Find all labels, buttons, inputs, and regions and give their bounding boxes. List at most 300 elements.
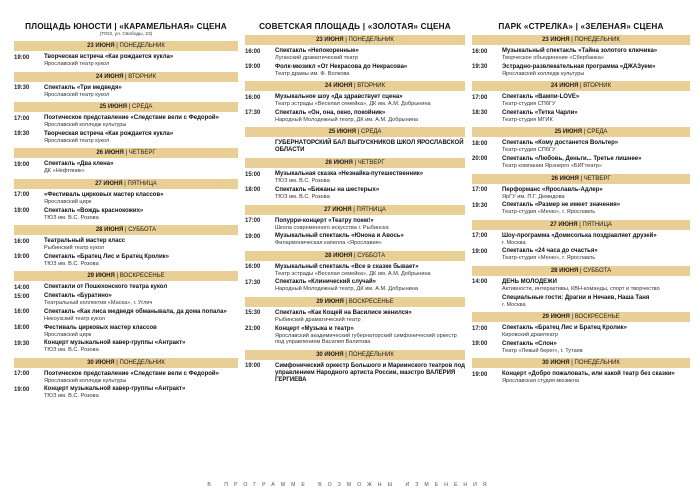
event-item — [14, 371, 238, 385]
event-title: Спектакль «Непокоренные» — [275, 48, 359, 54]
day-block — [14, 271, 238, 353]
event-time: 19:00 — [472, 341, 488, 348]
day-block — [14, 102, 238, 144]
day-date: 23 ИЮНЯ — [542, 37, 570, 43]
day-block — [472, 174, 690, 216]
event-body — [44, 238, 238, 252]
event-title: Поэтическое представление «Следствие вели с Федорой» — [44, 370, 219, 377]
event-body — [275, 233, 465, 247]
event-time: 18:00 — [472, 140, 488, 147]
event-venue: Ярославский цирк — [44, 198, 92, 205]
day-weekday: ВОСКРЕСЕНЬЕ — [119, 273, 165, 280]
day-date: 27 ИЮНЯ — [95, 180, 123, 187]
event-venue: Ярославский академический губернаторский симфонический оркестр под управлением Василия Валитова — [275, 332, 457, 346]
day-block — [472, 81, 690, 123]
event-venue: Филармоническая капелла «Ярославия» — [275, 240, 382, 247]
event-body — [44, 284, 238, 291]
event-time: 17:00 — [14, 115, 30, 122]
day-weekday: ВОСКРЕСЕНЬЕ — [348, 298, 394, 305]
day-header — [14, 72, 238, 82]
day-block — [245, 81, 465, 123]
day-weekday: ПЯТНИЦА — [127, 180, 157, 187]
event-time: 16:00 — [472, 48, 488, 55]
event-title: Спектакль «Бижаны на шестерых» — [275, 186, 380, 193]
day-header — [14, 148, 238, 158]
event-time: 19:30 — [472, 64, 488, 71]
event-item — [245, 218, 465, 232]
event-title: Спектакль «Три медведя» — [44, 84, 122, 91]
event-title: Перформанс «Ярославль-Адлер» — [502, 186, 603, 193]
event-item — [14, 208, 238, 222]
event-title: Спектакль «Братец Лис и Братец Кролик» — [502, 325, 627, 332]
event-title: Специальные гости: Драгни и Нечаев, Наша Таня — [502, 294, 650, 301]
event-body — [502, 48, 690, 62]
event-title: Творческая встреча «Как рождается кукла» — [44, 130, 174, 137]
day-date: 25 ИЮНЯ — [554, 129, 583, 136]
event-title: Музыкальный спектакль «Все в сказке бывает» — [275, 263, 419, 270]
event-body — [275, 64, 465, 78]
event-title: Концерт «Музыка и театр» — [275, 325, 354, 332]
event-venue: Театр-студия «Меню», г. Ярославль — [502, 209, 596, 216]
event-title: Спектакль «Вампи-LOVE» — [502, 94, 580, 101]
event-time: 17:00 — [14, 371, 30, 378]
event-item — [245, 64, 465, 78]
event-title: Спектакли от Пошехонского театра кукол — [44, 284, 168, 291]
event-time: 16:00 — [245, 94, 261, 101]
event-venue: Ярославский колледж культуры — [44, 377, 127, 384]
event-title: Спектакль «Он, она, окно, покойник» — [275, 109, 386, 116]
event-item — [245, 326, 465, 346]
event-title: Музыкальная сказка «Незнайка-путешественник» — [275, 171, 424, 178]
event-item — [472, 140, 690, 154]
event-title: Музыкальное шоу «Да здравствует сцена» — [275, 94, 403, 101]
day-date: 29 ИЮНЯ — [542, 314, 570, 321]
event-time: 19:00 — [245, 363, 261, 370]
day-separator: | — [123, 150, 129, 157]
event-item — [245, 187, 465, 201]
day-weekday: ПОНЕДЕЛЬНИК — [574, 37, 620, 43]
day-date: 23 ИЮНЯ — [87, 43, 115, 49]
event-title: Музыкальный спектакль «Тайна золотого ключика» — [502, 48, 658, 54]
day-separator: | — [569, 360, 575, 367]
event-title: Творческая встреча «Как рождается кукла» — [44, 54, 174, 60]
event-body — [44, 371, 238, 385]
event-time: 18:30 — [472, 110, 488, 117]
event-body — [44, 293, 238, 307]
day-block — [14, 179, 238, 221]
event-time: 19:00 — [472, 371, 488, 378]
event-time: 19:00 — [14, 208, 30, 215]
day-weekday: ПОНЕДЕЛЬНИК — [574, 360, 620, 367]
event-time: 16:00 — [14, 309, 30, 316]
event-venue: Рыбинский театр кукол — [44, 245, 105, 252]
event-title: Спектакль «Вождь краснокожих» — [44, 207, 144, 214]
event-venue: Ярославский колледж культуры — [44, 122, 127, 129]
day-separator: | — [114, 359, 120, 366]
event-item — [245, 264, 465, 278]
event-venue: Рыбинский драматический театр — [275, 316, 361, 323]
day-date: 25 ИЮНЯ — [328, 129, 357, 136]
day-weekday: СУББОТА — [357, 252, 386, 259]
day-date: 24 ИЮНЯ — [550, 83, 579, 90]
event-time: 19:00 — [472, 248, 488, 255]
event-item — [14, 131, 238, 145]
event-title: ГУБЕРНАТОРСКИЙ БАЛ ВЫПУСКНИКОВ ШКОЛ ЯРОСЛАВСКОЙ ОБЛАСТИ — [275, 140, 464, 154]
day-date: 30 ИЮНЯ — [87, 359, 115, 366]
day-weekday: СРЕДА — [361, 129, 382, 136]
day-separator: | — [569, 37, 575, 43]
day-list — [472, 35, 690, 385]
event-venue: г. Москва — [502, 301, 526, 308]
day-date: 25 ИЮНЯ — [99, 104, 128, 111]
event-title: Спектакль «24 часа до счастья» — [502, 248, 598, 255]
day-header — [14, 271, 238, 281]
event-venue: Школа современного искусства г. Рыбинска — [275, 224, 389, 231]
event-time: 20:00 — [472, 156, 488, 163]
day-separator: | — [114, 43, 120, 49]
day-header — [14, 358, 238, 368]
day-list — [245, 35, 465, 384]
event-item — [245, 279, 465, 293]
event-time: 19:00 — [245, 64, 261, 71]
day-block — [472, 358, 690, 385]
event-item — [14, 293, 238, 307]
event-item — [472, 156, 690, 170]
day-separator: | — [123, 73, 129, 80]
event-venue: ДК «Нефтяник» — [44, 168, 85, 175]
day-block — [472, 266, 690, 308]
column-title: ПАРК «СТРЕЛКА» | «ЗЕЛЕНАЯ» СЦЕНА — [498, 22, 664, 31]
event-item — [472, 325, 690, 339]
day-weekday: ЧЕТВЕРГ — [583, 175, 611, 182]
day-date: 28 ИЮНЯ — [95, 227, 124, 234]
event-item — [472, 202, 690, 216]
event-title: Спектакль «Любовь, Деньги... Третье лишнее» — [502, 155, 642, 162]
event-item — [245, 48, 465, 62]
event-venue: Театр-студия СПбГУ — [502, 147, 556, 154]
day-separator: | — [352, 252, 358, 259]
day-weekday: ПЯТНИЦА — [356, 206, 386, 213]
event-title: Спектакль «Тетка Чарли» — [502, 109, 578, 116]
event-time: 19:00 — [245, 233, 261, 240]
day-block — [472, 220, 690, 262]
event-item — [14, 238, 238, 252]
event-time: 19:30 — [472, 202, 488, 209]
day-header — [14, 102, 238, 112]
event-body — [275, 264, 465, 278]
event-venue: Театр-студия СПбГУ — [502, 101, 556, 108]
event-body — [275, 218, 465, 232]
event-body — [44, 325, 238, 339]
event-item — [245, 110, 465, 124]
day-date: 30 ИЮНЯ — [542, 360, 570, 367]
day-block — [245, 350, 465, 384]
event-body — [275, 187, 465, 201]
event-time: 16:00 — [245, 264, 261, 271]
day-header — [14, 179, 238, 189]
event-venue: Народный Молодежный театр, ДК им. А.М. Добрынина — [275, 286, 418, 293]
day-weekday: ЧЕТВЕРГ — [357, 160, 385, 167]
event-body — [502, 202, 690, 216]
day-date: 24 ИЮНЯ — [324, 83, 353, 90]
day-separator: | — [577, 221, 583, 228]
event-item — [14, 54, 238, 68]
event-body — [44, 131, 238, 145]
day-date: 30 ИЮНЯ — [316, 351, 344, 358]
event-title: Симфонический оркестр Большого и Мариинского театров под управлением Народного артиста России, маэстро ВАЛЕРИЯ ГЕРГИЕВА — [275, 362, 465, 383]
event-time: 17:00 — [472, 187, 488, 194]
day-weekday: СРЕДА — [132, 104, 153, 111]
event-venue: ТЮЗ им. В.С. Розова — [275, 193, 330, 200]
event-venue: Творческое объединение «Сбербанка» — [502, 55, 604, 61]
day-block — [472, 127, 690, 169]
event-time: 18:00 — [245, 187, 261, 194]
event-title: Спектакль «Как лиса медведя обманывала, да дома попала» — [44, 308, 227, 315]
event-time: 17:30 — [245, 110, 261, 117]
day-weekday: СУББОТА — [583, 267, 612, 274]
event-item — [14, 386, 238, 400]
event-time: 14:00 — [14, 284, 30, 291]
day-date: 26 ИЮНЯ — [96, 150, 124, 157]
event-body — [502, 156, 690, 170]
event-body — [275, 310, 465, 324]
event-venue: Ярославский театр кукол — [44, 61, 110, 67]
event-venue: Театральный коллектив «Маска», г. Углич — [44, 300, 153, 307]
event-body — [275, 110, 465, 124]
day-date: 23 ИЮНЯ — [316, 37, 344, 43]
event-body — [44, 254, 238, 268]
day-weekday: СРЕДА — [587, 129, 608, 136]
day-header — [245, 350, 465, 360]
event-item — [245, 140, 465, 154]
day-header — [245, 127, 465, 137]
day-header — [472, 35, 690, 45]
day-header — [14, 225, 238, 235]
day-block — [245, 251, 465, 293]
event-item — [245, 171, 465, 185]
event-venue: Театр драмы им. Ф. Волкова — [275, 70, 350, 77]
day-block — [14, 225, 238, 267]
day-header — [472, 312, 690, 322]
event-body — [502, 325, 690, 339]
event-title: Фолк-мюзикл «От Некрасова до Некрасова» — [275, 63, 408, 70]
event-body — [275, 171, 465, 185]
event-venue: Театр эстрады «Веселая семейка», ДК им. А.М. Добрынина — [275, 101, 431, 108]
event-item — [14, 192, 238, 206]
event-item — [14, 161, 238, 175]
event-body — [275, 94, 465, 108]
day-separator: | — [127, 104, 132, 111]
event-item — [14, 340, 238, 354]
day-separator: | — [578, 175, 584, 182]
day-separator: | — [122, 180, 128, 187]
event-venue: Театр компании Ярэнерго «БИГтеатр» — [502, 162, 603, 169]
event-title: Театральный мастер класс — [44, 238, 126, 245]
event-venue: Ярославский театр кукол — [44, 137, 110, 144]
event-body — [275, 48, 465, 62]
event-item — [245, 233, 465, 247]
event-time: 21:00 — [245, 326, 261, 333]
event-venue: Ярославский театр кукол — [44, 91, 110, 98]
day-weekday: ЧЕТВЕРГ — [128, 150, 156, 157]
day-header — [245, 35, 465, 45]
event-venue: г. Москва — [502, 239, 526, 246]
event-time: 17:00 — [472, 94, 488, 101]
event-venue: Театр «Левый берег», г. Тутаев — [502, 347, 583, 354]
event-item — [472, 295, 690, 309]
event-venue: ТЮЗ им. В.С. Розова — [44, 347, 99, 354]
event-title: Шоу-программа «Домисолька поздравляет друзей» — [502, 232, 657, 239]
column-youth-square — [14, 22, 238, 402]
event-body — [502, 341, 690, 355]
day-separator: | — [569, 314, 575, 321]
event-time: 19:00 — [14, 386, 30, 393]
event-body — [502, 64, 690, 78]
event-title: Спектакль «Клинический случай» — [275, 279, 377, 286]
day-separator: | — [343, 351, 349, 358]
event-item — [14, 284, 238, 291]
event-body — [502, 371, 690, 385]
event-venue: Некоузский театр кукол — [44, 315, 105, 322]
day-header — [472, 220, 690, 230]
day-block — [245, 158, 465, 200]
event-body — [502, 295, 690, 309]
day-header — [472, 358, 690, 368]
event-body — [502, 110, 690, 124]
day-block — [245, 297, 465, 346]
event-title: Попурри-концерт «Театру поем!» — [275, 217, 374, 224]
event-body — [44, 161, 238, 175]
event-item — [472, 248, 690, 262]
day-header — [472, 266, 690, 276]
event-venue: Театр-студия МГИК — [502, 116, 553, 123]
event-time: 17:00 — [472, 325, 488, 332]
event-venue: ТЮЗ им. В.С. Розова — [275, 178, 330, 185]
day-date: 29 ИЮНЯ — [316, 298, 344, 305]
event-title: «Фестиваль цирковых мастер классов» — [44, 191, 164, 198]
event-item — [245, 94, 465, 108]
day-separator: | — [356, 129, 361, 136]
event-body — [44, 115, 238, 129]
event-time: 15:30 — [245, 310, 261, 317]
day-header — [472, 127, 690, 137]
event-body — [502, 279, 690, 293]
event-title: Фестиваль цирковых мастер классов — [44, 324, 157, 331]
event-title: Концерт музыкальной кавер-группы «Антракт» — [44, 340, 186, 347]
event-time: 17:30 — [245, 279, 261, 286]
day-date: 27 ИЮНЯ — [550, 221, 578, 228]
column-soviet-square — [245, 22, 465, 386]
day-separator: | — [123, 227, 129, 234]
day-date: 24 ИЮНЯ — [95, 73, 124, 80]
day-separator: | — [578, 267, 584, 274]
event-body — [502, 187, 690, 201]
day-separator: | — [351, 206, 357, 213]
footer-note: В ПРОГРАММЕ ВОЗМОЖНЫ ИЗМЕНЕНИЯ — [207, 482, 493, 488]
event-time: 19:00 — [14, 54, 30, 61]
day-weekday: ПОНЕДЕЛЬНИК — [119, 359, 165, 366]
event-venue: Луганский драматический театр — [275, 55, 359, 61]
day-header — [472, 81, 690, 91]
event-body — [502, 233, 690, 247]
event-time: 16:00 — [14, 238, 30, 245]
day-date: 27 ИЮНЯ — [324, 206, 352, 213]
day-separator: | — [578, 83, 584, 90]
event-title: Спектакль «Кому достанется Вольтер» — [502, 140, 619, 147]
day-block — [245, 35, 465, 77]
column-title: СОВЕТСКАЯ ПЛОЩАДЬ | «ЗОЛОТАЯ» СЦЕНА — [259, 22, 451, 31]
event-body — [44, 208, 238, 222]
day-weekday: ПЯТНИЦА — [582, 221, 612, 228]
event-item — [472, 233, 690, 247]
event-time: 15:00 — [245, 171, 261, 178]
event-time: 17:00 — [472, 233, 488, 240]
event-time: 19:00 — [14, 161, 30, 168]
event-time: 18:00 — [14, 325, 30, 332]
event-title: Спектакль «Размер не имеет значения» — [502, 202, 621, 209]
event-venue: ЯрГУ им. П.Г. Демидова — [502, 193, 565, 200]
day-separator: | — [582, 129, 587, 136]
event-item — [472, 94, 690, 108]
event-venue: Ярославский цирк — [44, 331, 92, 338]
day-weekday: ВТОРНИК — [583, 83, 612, 90]
event-title: Спектакль «Братец Лис и Братец Кролик» — [44, 253, 169, 260]
day-header — [472, 174, 690, 184]
event-body — [44, 54, 238, 68]
event-title: Спектакль «Слон» — [502, 340, 557, 347]
day-block — [14, 41, 238, 68]
day-block — [472, 312, 690, 354]
event-time: 19:30 — [14, 85, 30, 92]
event-venue: Кировский драмтеатр — [502, 332, 559, 339]
event-venue: Ярославский колледж культуры — [502, 70, 585, 77]
event-body — [275, 326, 465, 346]
event-title: Концерт «Добро пожаловать, или какой театр без сказки» — [502, 371, 675, 378]
event-title: ДЕНЬ МОЛОДЕЖИ — [502, 278, 557, 285]
event-body — [502, 94, 690, 108]
day-weekday: ПОНЕДЕЛЬНИК — [119, 43, 165, 49]
event-item — [14, 85, 238, 99]
event-body — [275, 140, 465, 154]
day-weekday: ВТОРНИК — [357, 83, 386, 90]
event-item — [472, 110, 690, 124]
event-body — [502, 140, 690, 154]
event-time: 17:00 — [14, 192, 30, 199]
day-separator: | — [343, 298, 349, 305]
day-block — [14, 358, 238, 400]
day-header — [245, 81, 465, 91]
day-header — [245, 158, 465, 168]
event-body — [44, 192, 238, 206]
day-weekday: ВОСКРЕСЕНЬЕ — [574, 314, 620, 321]
day-list — [14, 41, 238, 400]
event-body — [44, 340, 238, 354]
event-venue: Активности, интерактивы, КВН-команды, спорт и творчество — [502, 285, 660, 292]
event-item — [472, 64, 690, 78]
event-venue: Театр-студия «Меню», г. Ярославль — [502, 255, 596, 262]
day-date: 28 ИЮНЯ — [324, 252, 353, 259]
event-item — [472, 48, 690, 62]
day-header — [245, 297, 465, 307]
event-item — [245, 310, 465, 324]
event-title: Спектакль «Как Кощей на Василисе женился» — [275, 309, 412, 316]
day-date: 28 ИЮНЯ — [550, 267, 579, 274]
event-time: 15:00 — [14, 293, 30, 300]
day-date: 29 ИЮНЯ — [87, 273, 115, 280]
event-time — [245, 140, 275, 154]
event-venue: ТЮЗ им. В.С. Розова — [44, 393, 99, 400]
event-item — [472, 187, 690, 201]
